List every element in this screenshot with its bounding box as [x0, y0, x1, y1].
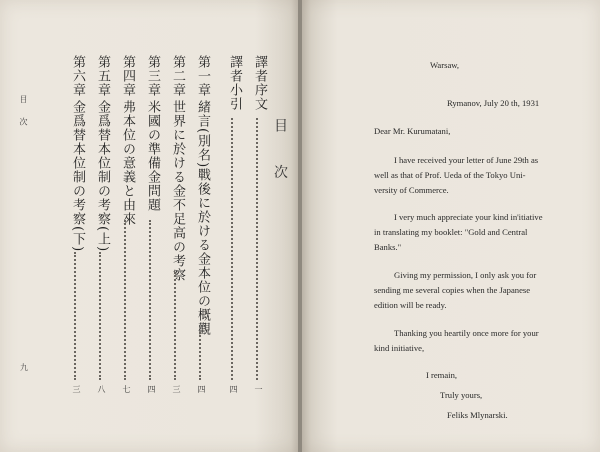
toc-leader-dots — [199, 332, 203, 380]
letter-paragraph — [394, 153, 538, 168]
letter-line: Banks." — [374, 242, 402, 253]
toc-page-number: 四 — [229, 385, 238, 393]
toc-chapter-label: 第二章 — [170, 55, 185, 97]
letter-salutation: Dear Mr. Kurumatani, — [374, 126, 451, 136]
letter-line: I have received your letter of June 29th as — [394, 155, 539, 165]
toc-chapter-title: 金爲替本位制の考察(下) — [70, 100, 85, 253]
letter-line: versity of Commerce. — [374, 185, 449, 196]
toc-page-number: 一 — [254, 385, 263, 393]
toc-chapter-title: 弗本位の意義と由來 — [120, 100, 135, 226]
letter-paragraph — [374, 283, 530, 314]
letter-closing: Truly yours, — [440, 390, 483, 400]
letter-line: Thanking you heartily once more for your — [394, 328, 539, 338]
letter-paragraph — [374, 168, 526, 199]
letter-paragraph — [394, 268, 536, 283]
toc-leader-dots — [231, 118, 235, 380]
letter-date: Rymanov, July 20 th, 1931 — [447, 98, 540, 108]
letter-paragraph — [394, 210, 543, 225]
letter-line: I very much appreciate your kind in'itiative — [394, 212, 543, 222]
letter-line: in translating my booklet: "Gold and Central — [374, 227, 528, 237]
toc-page-number: 三 — [72, 385, 81, 393]
toc-chapter-label: 第五章 — [95, 55, 110, 97]
toc-page-number: 四 — [147, 385, 156, 393]
toc-leader-dots — [74, 252, 78, 380]
letter-line: Giving my permission, I only ask you for — [394, 270, 537, 280]
toc-chapter-title: 金爲替本位制の考察(上) — [95, 100, 110, 253]
toc-chapter-label: 第一章 — [195, 55, 210, 97]
toc-heading: 目 次 — [272, 118, 288, 193]
toc-chapter-label: 譯者小引 — [227, 55, 242, 111]
right-page-letter — [302, 0, 600, 452]
toc-chapter-label: 第四章 — [120, 55, 135, 97]
letter-paragraph — [394, 326, 539, 341]
toc-chapter-title: 世界に於ける金不足高の考察 — [170, 100, 185, 282]
page-folio: 九 — [20, 363, 28, 372]
letter-line: sending me several copies when the Japanese — [374, 285, 531, 295]
toc-chapter-label: 譯者序文 — [252, 55, 267, 111]
toc-leader-dots — [174, 272, 178, 380]
toc-leader-dots — [256, 118, 260, 380]
letter-line: kind initiative, — [374, 343, 425, 353]
running-footer: 目 次 — [19, 95, 28, 132]
toc-page-number: 七 — [122, 385, 131, 393]
letter-closing: I remain, — [426, 370, 458, 380]
toc-chapter-title: 米國の準備金問題 — [145, 100, 160, 212]
letter-signature: Feliks Mlynarski. — [447, 410, 508, 420]
toc-chapter-label: 第六章 — [70, 55, 85, 97]
toc-chapter-title: 緒言(別名)戰後に於ける金本位の概觀 — [195, 100, 210, 337]
toc-leader-dots — [99, 252, 103, 380]
toc-chapter-label: 第三章 — [145, 55, 160, 97]
letter-line: well as that of Prof. Ueda of the Tokyo Uni- — [374, 170, 526, 180]
toc-page-number: 四 — [197, 385, 206, 393]
toc-page-number: 三 — [172, 385, 181, 393]
letter-line: edition will be ready. — [374, 300, 447, 311]
letter-paragraph — [374, 341, 424, 356]
letter-place: Warsaw, — [430, 60, 460, 70]
toc-page-number: 八 — [97, 385, 106, 393]
toc-leader-dots — [149, 220, 153, 380]
letter-paragraph — [374, 225, 527, 256]
toc-leader-dots — [124, 220, 128, 380]
